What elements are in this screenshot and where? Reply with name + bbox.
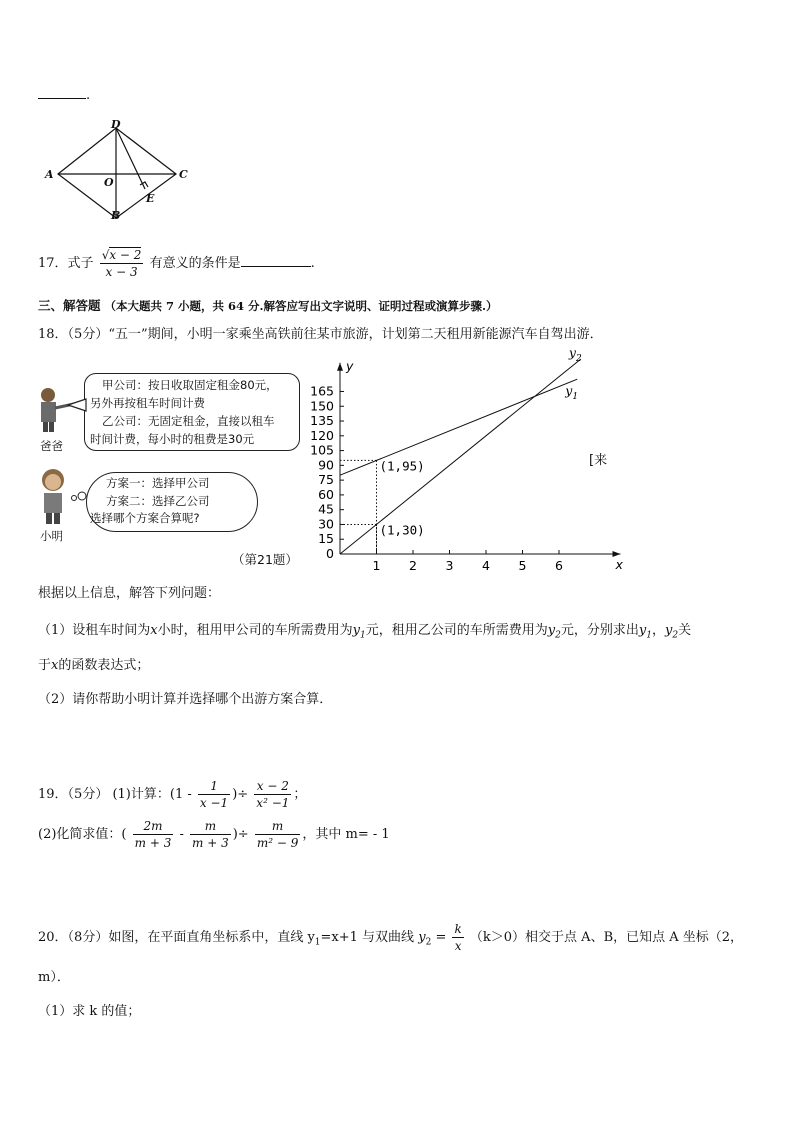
rhombus-figure <box>40 118 200 228</box>
q18-p1-e: ， <box>651 623 665 638</box>
dad-line-4: 时间计费，每小时的租费是30元 <box>90 432 255 446</box>
q17-radicand: x − 2 <box>109 248 142 262</box>
ming-label: 小明 <box>40 529 63 543</box>
q19-frac3-den: m + 3 <box>134 836 172 850</box>
var-x2: x <box>51 658 59 673</box>
y-axis-label: y <box>346 358 354 374</box>
q20-b: =x+1 与双曲线 <box>320 930 415 945</box>
q19-frac4 <box>190 818 231 851</box>
q19-p1-c: ； <box>293 787 307 802</box>
q18-p1-d: 元，分别求出 <box>560 623 639 638</box>
q17-suffix: 有意义的条件是 <box>149 256 241 271</box>
q19-frac4-den: m + 3 <box>192 836 229 850</box>
rental-cost-chart <box>300 340 623 580</box>
q19-p1-b: )÷ <box>232 787 249 802</box>
ming-line-1: 方案一：选择甲公司 <box>106 476 210 490</box>
section-title: 三、解答题 <box>38 298 101 313</box>
q20-a: 20．（8分）如图，在平面直角坐标系中，直线 y <box>38 930 315 945</box>
dad-bubble-pointer <box>68 398 88 412</box>
q17-denominator: x − 3 <box>105 265 138 279</box>
x-axis-label: x <box>615 557 623 572</box>
q17-numerator: √x − 2 <box>101 248 142 262</box>
q19-p1-a: (1)计算：(1 - <box>112 787 192 802</box>
y-tick-label: 105 <box>310 442 334 458</box>
q19-minus: - <box>179 827 184 842</box>
q19-frac3 <box>133 818 174 851</box>
label-d: D <box>111 118 121 131</box>
x-tick-label: 6 <box>555 558 563 573</box>
q19-frac3-num: 2m <box>133 818 174 835</box>
y-tick-label: 75 <box>318 472 334 488</box>
label-c: C <box>179 168 188 181</box>
q18-p1-b: 小时，租用甲公司的车所需费用为 <box>157 623 353 638</box>
point-annotation: (1,95) <box>379 458 425 474</box>
q19-frac5-den: m² − 9 <box>256 836 299 850</box>
segment-de <box>116 128 145 189</box>
q18-intro: 根据以上信息，解答下列问题： <box>38 586 221 601</box>
q19-part2 <box>38 816 390 854</box>
q20-c: （k＞0）相交于点 A、B，已知点 A 坐标（2， <box>469 930 744 945</box>
q19-frac5 <box>255 818 301 851</box>
q19-frac4-num: m <box>190 818 231 835</box>
dad-line-1: 甲公司：按日收取固定租金80元， <box>102 378 278 392</box>
q17-end: . <box>310 256 315 271</box>
q19-p2-a: (2)化简求值：( <box>38 827 127 842</box>
var-x: x <box>150 623 158 638</box>
y-tick-label: 15 <box>318 531 334 547</box>
label-o: O <box>104 176 114 189</box>
q18-part1-line1 <box>38 619 691 641</box>
figure-caption: （第21题） <box>232 552 298 567</box>
series-label-y2: $y_2$ <box>568 344 582 364</box>
q18-stem: 18．（5分）“五一”期间，小明一家乘坐高铁前往某市旅游，计划第二天租用新能源汽车自驾出游． <box>38 327 603 342</box>
stray-mark: [来 <box>589 453 608 468</box>
label-b: B <box>111 209 121 222</box>
q19-frac2-den: x² −1 <box>256 796 290 810</box>
var-y2b: $y_2$ <box>664 623 679 641</box>
var-y1b: $y_1$ <box>638 623 652 641</box>
var-y2: $y_2$ <box>547 623 561 641</box>
q19-frac2 <box>254 778 291 811</box>
x-tick-label: 3 <box>445 558 454 573</box>
ming-bubble-tail <box>70 490 88 502</box>
q20-eq: = <box>435 930 447 945</box>
q17 <box>38 246 315 282</box>
ming-bubble-text <box>90 475 210 528</box>
y-tick-label: 120 <box>310 427 334 443</box>
q20-line2: m）． <box>38 970 70 985</box>
section-note: （本大题共 7 小题，共 64 分.解答应写出文字说明、证明过程或演算步骤.） <box>104 299 498 313</box>
q20-a-sub: 1 <box>314 937 321 948</box>
series-label-y1: $y_1$ <box>565 383 579 403</box>
q19-frac1-den: x −1 <box>199 796 229 810</box>
q18-part2: （2）请你帮助小明计算并选择哪个出游方案合算． <box>38 692 333 707</box>
q16-tail: . <box>86 88 91 103</box>
q19-p2-b: )÷ <box>232 827 249 842</box>
q19-p2-c: ，其中 m= - 1 <box>302 827 390 842</box>
y-tick-label: 60 <box>318 486 334 502</box>
q19-frac2-num: x − 2 <box>254 778 291 795</box>
q20-frac-den: x <box>454 939 462 953</box>
rhombus-outline <box>58 128 176 218</box>
dad-line-3: 乙公司：无固定租金，直接以租车 <box>102 414 275 428</box>
y-tick-label: 0 <box>326 546 334 561</box>
y-tick-label: 30 <box>318 516 334 532</box>
q20-y2: y <box>418 930 426 945</box>
q19-frac5-num: m <box>255 818 301 835</box>
y-tick-label: 90 <box>318 457 334 473</box>
q18-p1-h: 的函数表达式； <box>58 658 150 673</box>
q16-answer-line <box>38 86 90 103</box>
dad-bubble-text <box>90 376 278 448</box>
y-tick-label: 135 <box>310 413 334 429</box>
q20-line1 <box>38 918 743 963</box>
dad-label: 爸爸 <box>40 439 63 453</box>
x-tick-label: 5 <box>518 558 527 573</box>
q19-frac1-num: 1 <box>198 778 230 795</box>
section-3-header <box>38 296 498 314</box>
y-axis-arrow <box>337 363 343 371</box>
q19-part1 <box>38 776 306 814</box>
q18-part1-line2 <box>38 654 149 673</box>
q19-label: 19．（5分） <box>38 787 109 802</box>
x-tick-label: 1 <box>372 558 381 573</box>
x-tick-label: 4 <box>482 558 490 573</box>
dad-line-2: 另外再按租车时间计费 <box>90 396 205 410</box>
x-tick-label: 2 <box>409 558 417 573</box>
point-annotation: (1,30) <box>379 522 425 538</box>
q20-frac-num: k <box>454 922 462 936</box>
y-tick-label: 165 <box>310 383 334 399</box>
q17-prefix: 17．式子 <box>38 256 94 271</box>
y-tick-label: 150 <box>310 398 334 414</box>
var-y1: $y_1$ <box>352 623 366 641</box>
q20-part1: （1）求 k 的值； <box>38 1004 141 1019</box>
label-e: E <box>146 192 155 205</box>
label-a: A <box>45 168 54 181</box>
q17-fraction <box>100 247 144 280</box>
q18-p1-g: 于 <box>38 658 52 673</box>
q18-p1-a: （1）设租车时间为 <box>38 623 151 638</box>
q20-fraction <box>452 921 463 954</box>
ming-line-2: 方案二：选择乙公司 <box>106 493 210 508</box>
q20-y2-sub: 2 <box>425 937 432 948</box>
q18-p1-f: 关 <box>678 623 692 638</box>
ming-line-3: 选择哪个方案合算呢? <box>90 511 200 525</box>
y-tick-label: 45 <box>318 501 334 517</box>
q19-frac1 <box>198 778 230 811</box>
q18-p1-c: 元，租用乙公司的车所需费用为 <box>365 623 548 638</box>
